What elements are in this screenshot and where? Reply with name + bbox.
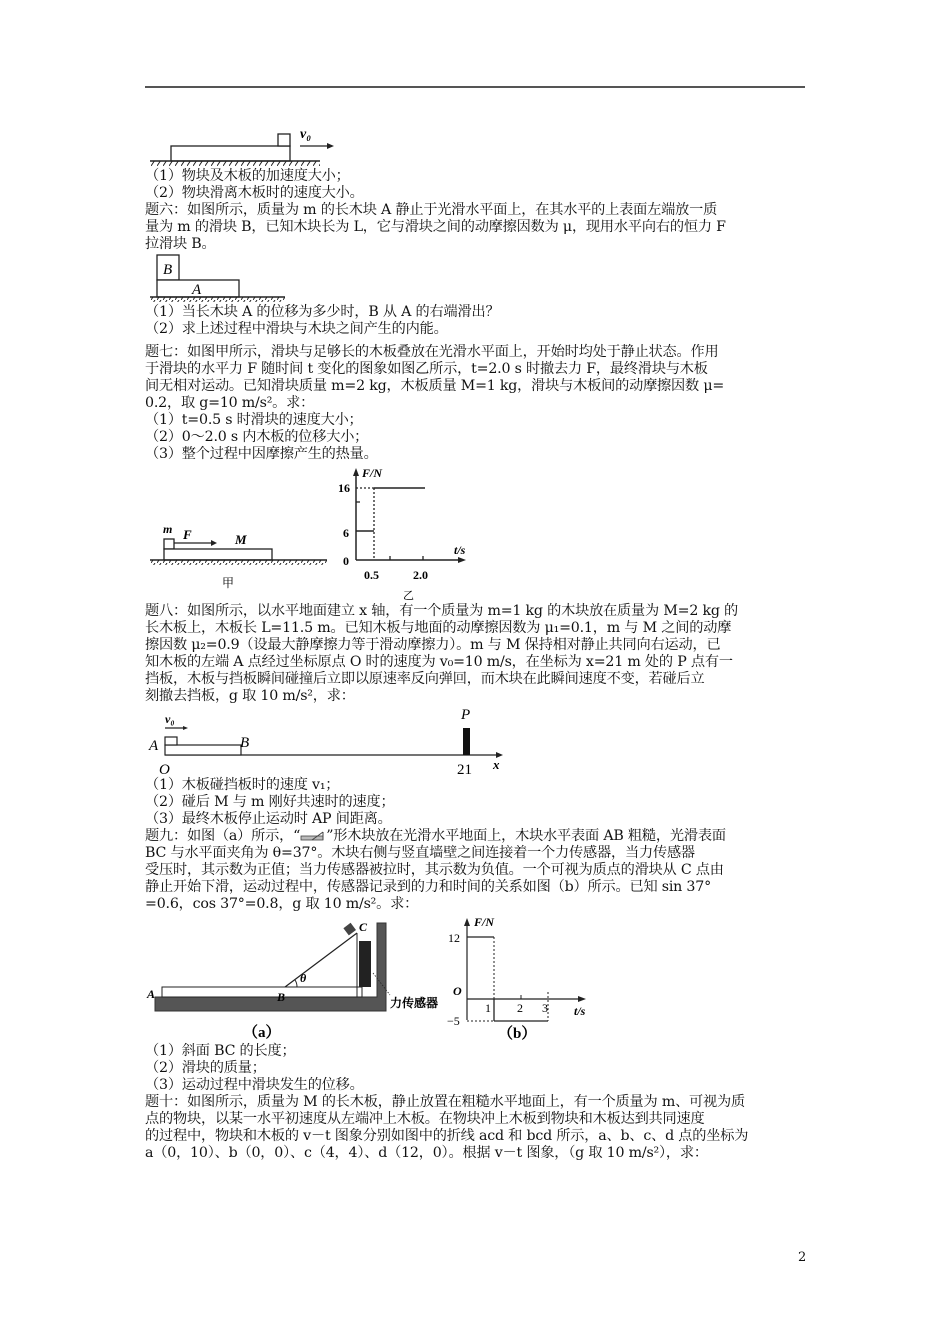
question-item: （2）碰后 M 与 m 刚好共速时的速度； bbox=[145, 794, 395, 810]
v0-label: v₀ bbox=[300, 127, 312, 142]
x-tick-2.0: 2.0 bbox=[413, 568, 428, 582]
question-item: （2）求上述过程中滑块与木块之间产生的内能。 bbox=[145, 321, 448, 337]
q8-line: 擦因数 μ₂=0.9（设最大静摩擦力等于滑动摩擦力）。m 与 M 保持相对静止共同向右运动，已 bbox=[145, 637, 721, 653]
label-21: 21 bbox=[457, 762, 472, 778]
incline-BC bbox=[285, 933, 357, 987]
q10-line: 题十：如图所示，质量为 M 的长木板，静止放置在粗糙水平地面上，有一个质量为 m、可视为质 bbox=[145, 1094, 746, 1110]
page-number: 2 bbox=[798, 1250, 807, 1265]
caption-b: （b） bbox=[498, 1026, 537, 1042]
q7-fig-yi bbox=[330, 462, 490, 602]
q8-line: 长木板上，木板长 L=11.5 m。已知木板与地面的动摩擦因数为 μ₁=0.1，m 与 M 之间的动摩 bbox=[145, 620, 732, 636]
y-tick-16: 16 bbox=[338, 481, 350, 495]
q10-text bbox=[145, 1094, 810, 1162]
q7-line: 于滑块的水平力 F 随时间 t 变化的图象如图乙所示，t=2.0 s 时撤去力 F，最终滑块与木板 bbox=[145, 361, 708, 377]
q8-questions bbox=[145, 777, 810, 828]
label-A: A bbox=[147, 987, 156, 1001]
arrow-right-icon bbox=[211, 540, 217, 546]
q9-line: =0.6，cos 37°=0.8，g 取 10 m/s²。求： bbox=[145, 896, 419, 912]
question-item: （1）木板碰挡板时的速度 v₁； bbox=[145, 777, 340, 793]
label-O: O bbox=[159, 762, 170, 778]
q8-text bbox=[145, 603, 810, 705]
force-sensor bbox=[359, 941, 371, 987]
label-A: A bbox=[192, 282, 202, 298]
q8-line: 挡板，木板与挡板瞬间碰撞后立即以原速率反向弹回，而木块在此瞬间速度不变，若碰后立 bbox=[145, 671, 705, 687]
y-tick-6: 6 bbox=[343, 526, 349, 540]
ground-hatch bbox=[150, 297, 285, 302]
x-tick-0.5: 0.5 bbox=[364, 568, 379, 582]
y-tick-O: O bbox=[453, 984, 462, 998]
y-tick-neg5: −5 bbox=[447, 1014, 460, 1028]
q7-text bbox=[145, 344, 810, 463]
label-B: B bbox=[277, 990, 286, 1004]
q7-line: 题七：如图甲所示，滑块与足够长的木板叠放在光滑水平面上，开始时均处于静止状态。作用 bbox=[145, 344, 719, 360]
q10-line: 的过程中，物块和木板的 v－t 图象分别如图中的折线 acd 和 bcd 所示，a、b、c、d 点的坐标为 bbox=[145, 1128, 749, 1144]
caption-a: （a） bbox=[243, 1025, 281, 1041]
ground-hatch bbox=[150, 560, 327, 565]
label-P: P bbox=[461, 707, 471, 723]
q8-line: 知木板的左端 A 点经过坐标原点 O 时的速度为 v₀=10 m/s，在坐标为 x=21 m 处的 P 点有一 bbox=[145, 654, 733, 670]
block bbox=[165, 737, 177, 745]
caption-jia: 甲 bbox=[222, 576, 235, 590]
q9-questions bbox=[145, 1043, 810, 1094]
x-axis-label: x bbox=[493, 757, 500, 772]
q5-figure bbox=[145, 118, 345, 168]
arrow-right-icon bbox=[327, 143, 334, 149]
q6-figure bbox=[145, 252, 345, 302]
q10-line: 点的物块，以某一水平初速度从左端冲上木板。在物块冲上木板到物块和木板达到共同速度 bbox=[145, 1111, 705, 1127]
board-M bbox=[164, 549, 272, 560]
q9-line: BC 与水平面夹角为 θ=37°。木块右侧与竖直墙壁之间连接着一个力传感器，当力传感器 bbox=[145, 845, 695, 861]
ground-hatch bbox=[150, 161, 320, 166]
caption-yi: 乙 bbox=[403, 590, 414, 602]
q5-questions bbox=[145, 168, 810, 202]
q6-line: 量为 m 的滑块 B，已知木块长为 L，它与滑块之间的动摩擦因数为 μ，现用水平向右的恒力 F bbox=[145, 219, 726, 235]
label-m: m bbox=[163, 522, 173, 536]
x-tick-1: 1 bbox=[485, 1001, 491, 1015]
board bbox=[165, 745, 241, 755]
label-B: B bbox=[240, 735, 250, 751]
q7-fig-jia bbox=[145, 515, 335, 595]
q8-figure bbox=[143, 703, 513, 778]
label-A: A bbox=[149, 738, 159, 754]
x-tick-3: 3 bbox=[542, 1001, 548, 1015]
label-C: C bbox=[359, 920, 368, 934]
sensor-label: 力传感器 bbox=[390, 996, 439, 1010]
arrow-right-icon bbox=[458, 557, 466, 563]
board bbox=[171, 146, 290, 161]
arrow-up-icon bbox=[353, 468, 359, 476]
q9-line-post: ”形木块放在光滑水平地面上，木块水平表面 AB 粗糙，光滑表面 bbox=[326, 828, 726, 844]
y-axis-label: F/N bbox=[474, 915, 495, 929]
arrow-right-icon bbox=[578, 996, 586, 1002]
label-B: B bbox=[163, 262, 173, 278]
label-theta: θ bbox=[300, 971, 307, 985]
question-item: （1）斜面 BC 的长度； bbox=[145, 1043, 296, 1059]
question-item: （2）0～2.0 s 内木板的位移大小； bbox=[145, 429, 369, 445]
x-axis-label: t/s bbox=[454, 543, 466, 557]
label-F: F bbox=[183, 527, 192, 542]
q9-line: 静止开始下滑，运动过程中，传感器记录到的力和时间的关系如图（b）所示。已知 sin 37° bbox=[145, 879, 711, 895]
q6-line: 题六：如图所示，质量为 m 的长木块 A 静止于光滑水平面上，在其水平的上表面左端放一质 bbox=[145, 202, 718, 218]
block-m bbox=[164, 539, 174, 549]
q6-line: 拉滑块 B。 bbox=[145, 236, 216, 252]
arrow-right-icon bbox=[183, 726, 188, 730]
question-item: （3）运动过程中滑块发生的位移。 bbox=[145, 1077, 364, 1093]
question-item: （1）物块及木板的加速度大小； bbox=[145, 168, 350, 184]
question-item: （1）t=0.5 s 时滑块的速度大小； bbox=[145, 412, 363, 428]
question-item: （2）滑块的质量； bbox=[145, 1060, 266, 1076]
slider-block bbox=[343, 923, 356, 936]
q6-text bbox=[145, 202, 810, 253]
surface-AB bbox=[162, 987, 362, 997]
question-item: （1）当长木块 A 的位移为多少时，B 从 A 的右端滑出？ bbox=[145, 304, 500, 320]
v0-label: v₀ bbox=[165, 712, 175, 726]
q8-line: 题八：如图所示，以水平地面建立 x 轴，有一个质量为 m=1 kg 的木块放在质量为 M=2 kg 的 bbox=[145, 603, 739, 619]
wedge-shape-icon bbox=[300, 831, 326, 841]
q7-line: 0.2，取 g=10 m/s²。求： bbox=[145, 395, 315, 411]
barrier-P bbox=[463, 728, 470, 755]
wedge-base bbox=[155, 923, 386, 1011]
q7-line: 间无相对运动。已知滑块质量 m=2 kg，木板质量 M=1 kg，滑块与木板间的动摩擦因数 μ= bbox=[145, 378, 725, 394]
q9-fig-b bbox=[440, 912, 610, 1042]
block bbox=[278, 134, 290, 146]
q10-line: a（0，10）、b（0，0）、c（4，4）、d（12，0）。根据 v－t 图象，（g 取 10 m/s²），求： bbox=[145, 1145, 708, 1161]
question-item: （3）整个过程中因摩擦产生的热量。 bbox=[145, 446, 378, 462]
y-axis-label: F/N bbox=[362, 466, 383, 480]
label-M: M bbox=[235, 532, 247, 547]
header-rule bbox=[145, 86, 805, 88]
arrow-up-icon bbox=[464, 918, 470, 926]
q9-text bbox=[145, 828, 810, 913]
q9-fig-a bbox=[145, 915, 445, 1045]
q8-line: 刻撤去挡板，g 取 10 m/s²，求： bbox=[145, 688, 355, 704]
question-item: （3）最终木板停止运动时 AP 间距离。 bbox=[145, 811, 392, 827]
angle-arc bbox=[295, 980, 297, 987]
y-tick-12: 12 bbox=[448, 931, 460, 945]
x-axis-label: t/s bbox=[574, 1004, 586, 1018]
q6-questions bbox=[145, 304, 810, 338]
q9-line-pre: 题九：如图（a）所示，“ bbox=[145, 828, 301, 844]
y-tick-0: 0 bbox=[343, 554, 349, 568]
q9-line bbox=[145, 828, 810, 845]
question-item: （2）物块滑离木板时的速度大小。 bbox=[145, 185, 364, 201]
q9-line: 受压时，其示数为正值；当力传感器被拉时，其示数为负值。一个可视为质点的滑块从 C 点由 bbox=[145, 862, 724, 878]
x-tick-2: 2 bbox=[517, 1001, 523, 1015]
